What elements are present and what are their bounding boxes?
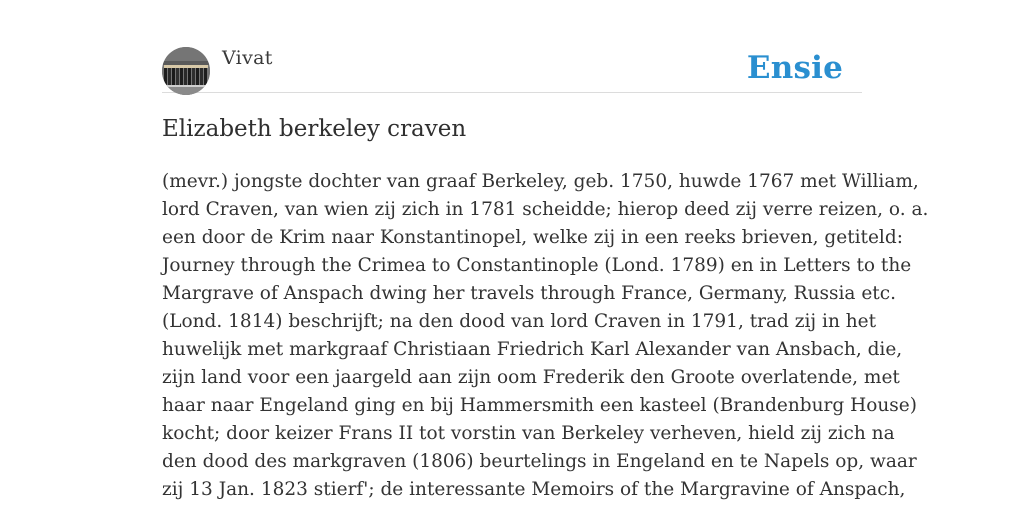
body-line: huwelijk met markgraaf Christiaan Friedrich Karl Alexander van Ansbach, die,	[162, 339, 903, 360]
body-line: lord Craven, van wien zij zich in 1781 scheidde; hierop deed zij verre reizen, o. a.	[162, 199, 929, 220]
avatar[interactable]	[162, 47, 210, 95]
body-line: (Lond. 1814) beschrijft; na den dood van lord Craven in 1791, trad zij in het	[162, 311, 877, 332]
article-body	[162, 168, 929, 504]
book-spines-icon	[162, 47, 210, 95]
body-line: zijn land voor een jaargeld aan zijn oom Frederik den Groote overlatende, met	[162, 367, 900, 388]
body-line: kocht; door keizer Frans II tot vorstin van Berkeley verheven, hield zij zich na	[162, 423, 895, 444]
body-line: den dood des markgraven (1806) beurtelings in Engeland en te Napels op, waar	[162, 451, 917, 472]
body-line: een door de Krim naar Konstantinopel, welke zij in een reeks brieven, getiteld:	[162, 227, 903, 248]
body-line: Margrave of Anspach dwing her travels through France, Germany, Russia etc.	[162, 283, 896, 304]
site-header	[162, 47, 862, 93]
body-line: Journey through the Crimea to Constantinople (Lond. 1789) en in Letters to the	[162, 255, 912, 276]
site-name[interactable]: Vivat	[222, 47, 273, 69]
body-line: zij 13 Jan. 1823 stierf'; de interessante Memoirs of the Margravine of Anspach,	[162, 479, 906, 500]
page-title: Elizabeth berkeley craven	[162, 116, 467, 142]
body-line: (mevr.) jongste dochter van graaf Berkeley, geb. 1750, huwde 1767 met William,	[162, 171, 919, 192]
body-line: haar naar Engeland ging en bij Hammersmith een kasteel (Brandenburg House)	[162, 395, 917, 416]
brand-logo[interactable]: Ensie	[746, 50, 843, 86]
